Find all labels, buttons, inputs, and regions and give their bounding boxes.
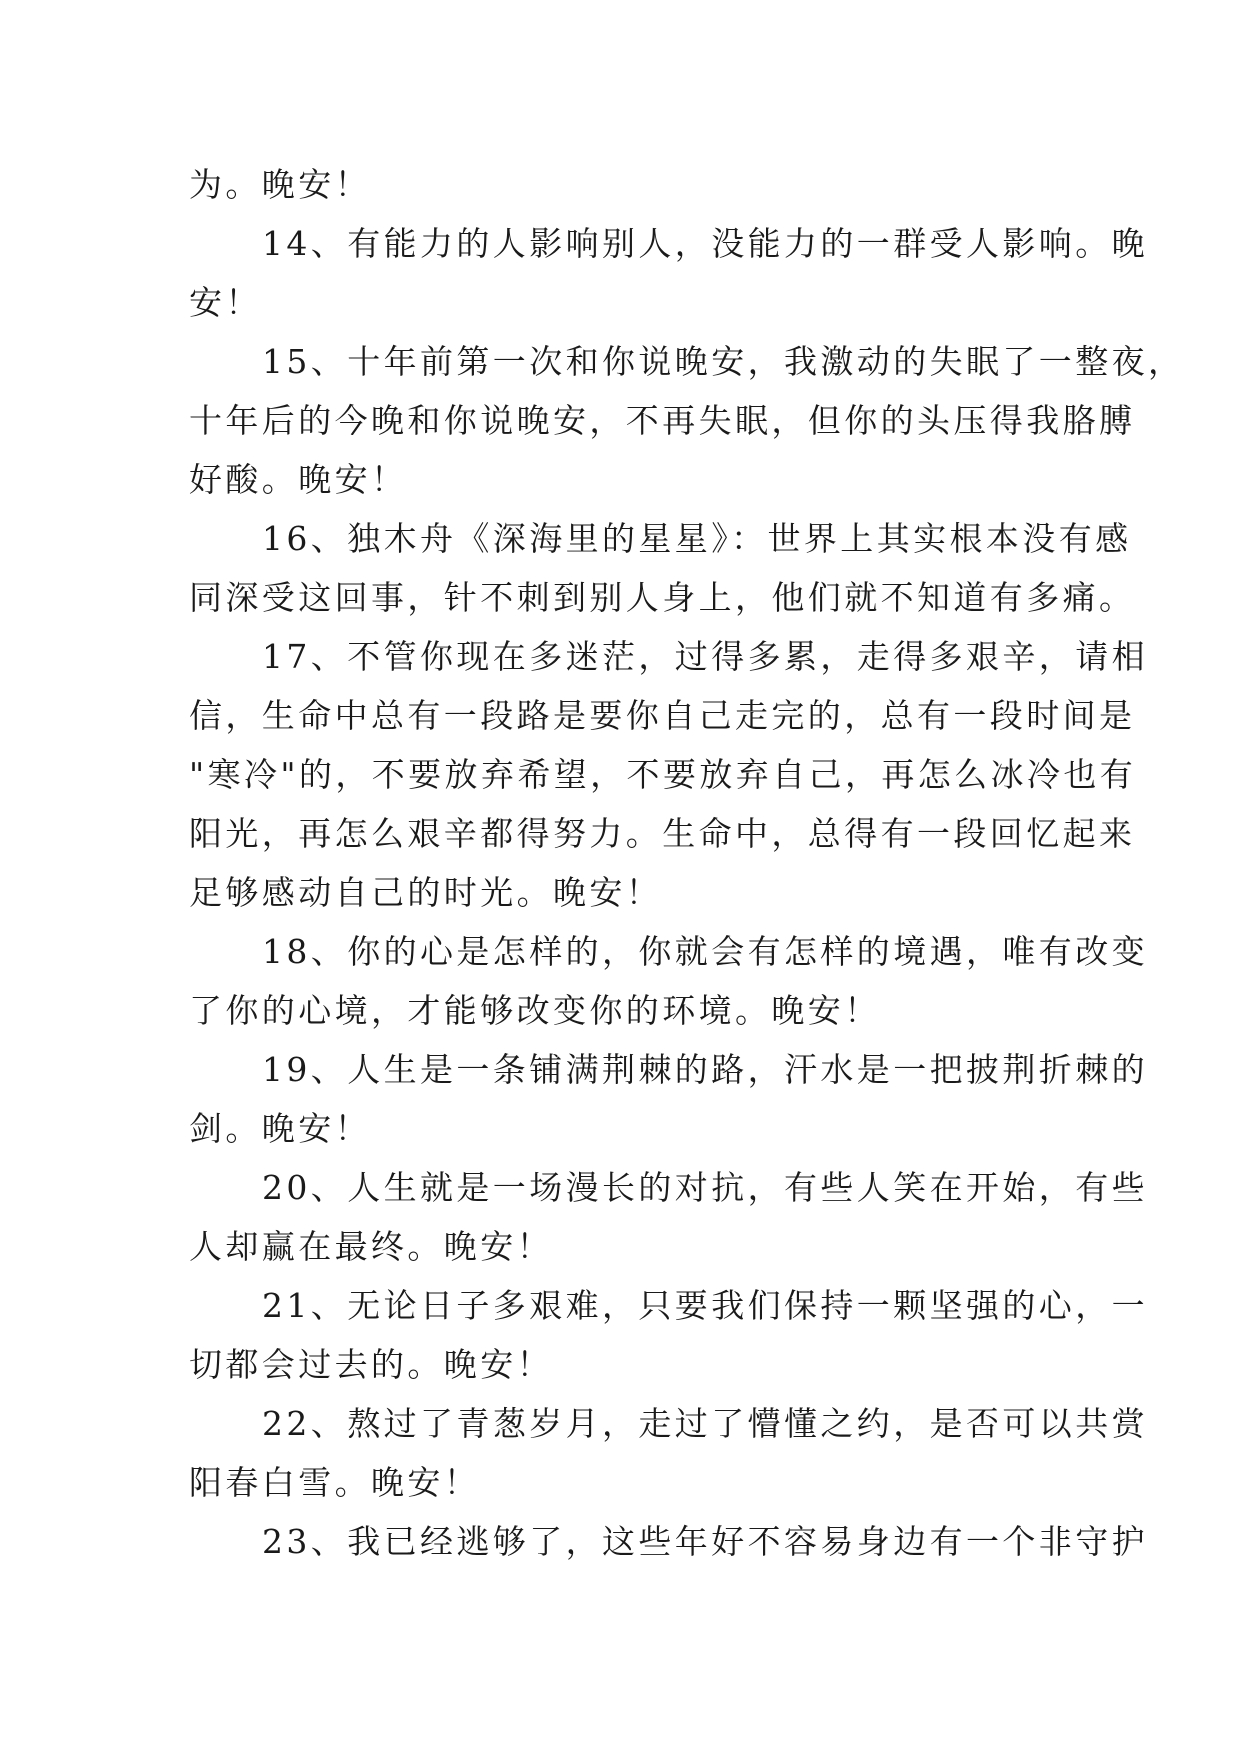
paragraph-first-line: 17、不管你现在多迷茫，过得多累，走得多艰辛，请相 [262, 637, 1148, 676]
paragraph-line: 十年后的今晚和你说晚安，不再失眠，但你的头压得我胳膊 [189, 401, 1136, 440]
paragraph-first-line: 16、独木舟《深海里的星星》：世界上其实根本没有感 [262, 519, 1132, 558]
paragraph-first-line: 15、十年前第一次和你说晚安，我激动的失眠了一整夜， [262, 342, 1185, 381]
paragraph-line: 同深受这回事，针不刺到别人身上，他们就不知道有多痛。 [189, 578, 1136, 617]
paragraph-first-line: 20、人生就是一场漫长的对抗，有些人笑在开始，有些 [262, 1168, 1148, 1207]
paragraph-line: 阳春白雪。晚安！ [189, 1463, 481, 1502]
paragraph-line: 安！ [189, 283, 262, 322]
paragraph-first-line: 19、人生是一条铺满荆棘的路，汗水是一把披荆折棘的 [262, 1050, 1148, 1089]
body-text [189, 155, 1189, 1571]
paragraph-line: "寒冷"的，不要放弃希望，不要放弃自己，再怎么冰冷也有 [189, 755, 1137, 794]
paragraph-line: 足够感动自己的时光。晚安！ [189, 873, 663, 912]
paragraph-first-line: 14、有能力的人影响别人，没能力的一群受人影响。晚 [262, 224, 1148, 263]
paragraph-line: 好酸。晚安！ [189, 460, 408, 499]
paragraph-first-line: 18、你的心是怎样的，你就会有怎样的境遇，唯有改变 [262, 932, 1148, 971]
paragraph-line: 了你的心境，才能够改变你的环境。晚安！ [189, 991, 881, 1030]
paragraph-first-line: 21、无论日子多艰难，只要我们保持一颗坚强的心，一 [262, 1286, 1148, 1325]
paragraph-line: 信，生命中总有一段路是要你自己走完的，总有一段时间是 [189, 696, 1136, 735]
paragraph-line: 阳光，再怎么艰辛都得努力。生命中，总得有一段回忆起来 [189, 814, 1136, 853]
paragraph-first-line: 23、我已经逃够了，这些年好不容易身边有一个非守护 [262, 1522, 1148, 1561]
paragraph-line: 剑。晚安！ [189, 1109, 371, 1148]
paragraph-line: 切都会过去的。晚安！ [189, 1345, 553, 1384]
paragraph-line: 为。晚安！ [189, 165, 371, 204]
paragraph-line: 人却赢在最终。晚安！ [189, 1227, 553, 1266]
paragraph-first-line: 22、熬过了青葱岁月，走过了懵懂之约，是否可以共赏 [262, 1404, 1148, 1443]
